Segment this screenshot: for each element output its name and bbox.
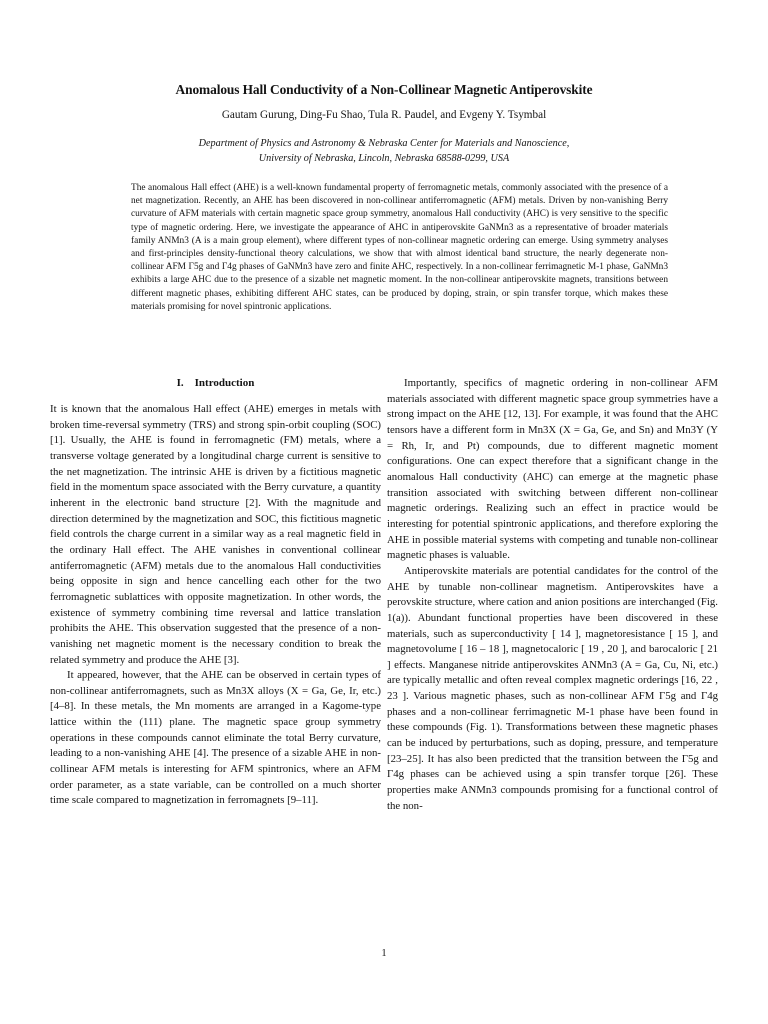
- author-list: Gautam Gurung, Ding-Fu Shao, Tula R. Paudel, and Evgeny Y. Tsymbal: [221, 109, 547, 121]
- paragraph: It is known that the anomalous Hall effect (AHE) emerges in metals with broken time-reversal symmetry (TRS) and strong spin-orbit coupling (SOC) [1]. Usually, the AHE is found in ferromagnetic (FM) metals, where a transverse voltage generated by a longitudinal charge current is sensitive to the net magnetization. The intrinsic AHE is driven by a fictitious magnetic field in the momentum space associated with the Berry curvature, a quantity inherent in the electronic band structure [2]. With the magnitude and direction determined by the magnetization and SOC, this fictitious magnetic field controls the charge current in a similar way as a real magnetic field in the ordinary Hall effect. The AHE vanishes in conventional collinear antiferromagnetic (AFM) metals due to the anomalous Hall conductivities being opposite in sign and hence cancelling each other for the two ferromagnetic sublattices with opposite magnetization. In other words, the existence of symmetry combining time reversal and lattice translation prohibits the AHE. This observation suggested that the presence of a non-vanishing net magnetic moment is the necessary condition to break the related symmetry and produce the AHE [3].: [50, 403, 381, 666]
- paragraph: Antiperovskite materials are potential candidates for the control of the AHE by tunable non-collinear magnetism. Antiperovskites have a perovskite structure, where cation and anion positions are interchanged (Fig. 1(a)). Abundant functional properties have been discovered in these materials, such as superconductivity [ 14 ], magnetoresistance [ 15 ], and magnetovolume [ 16 – 18 ], magnetocaloric [ 19 , 20 ], and barocaloric [ 21 ] effects. Manganese nitride antiperovskites ANMn3 (A = Ga, Cu, Ni, etc.) are typically metallic and often reveal complex magnetic orderings [16, 22 , 23 ]. Various magnetic phases, such as non-collinear AFM Γ5g and Γ4g phases and a non-collinear ferrimagnetic M-1 phase have been found in these compounds (Fig. 1). Transformations between these magnetic phases can be induced by perturbations, such as doping, pressure, and temperature [23–25]. It has also been predicted that the transition between the Γ5g and Γ4g phases can be achieved using a spin transfer torque [26]. These properties make ANMn3 compounds promising for a functional control of the non-: [387, 564, 718, 812]
- page-number: 1: [381, 948, 387, 959]
- left-column: [50, 376, 381, 809]
- affiliation-line: University of Nebraska, Lincoln, Nebraska 68588-0299, USA: [258, 153, 510, 164]
- paragraph: It appeared, however, that the AHE can be observed in certain types of non-collinear antiferromagnets, such as Mn3X alloys (X = Ga, Ge, Ir, etc.) [4–8]. In these metals, the Mn moments are arranged in a Kagome-type lattice within the (111) plane. The magnetic space group symmetry operations in these compounds cannot eliminate the total Berry curvature, leading to a non-vanishing AHE [4]. The presence of a sizable AHE in non-collinear AFM metals is interesting for AFM spintronics, where an AFM order parameter, as a state variable, can be controlled on a much shorter time scale compared to magnetization in ferromagnets [9–11].: [50, 669, 381, 807]
- abstract: The anomalous Hall effect (AHE) is a well-known fundamental property of ferromagnetic metals, commonly associated with the presence of a net magnetization. Recently, an AHE has been discovered in non-collinear antiferromagnetic (AFM) metals. Driven by non-vanishing Berry curvature of AFM materials with certain magnetic space group symmetry, anomalous Hall conductivity (AHC) is very sensitive to the specific type of magnetic ordering. Here, we investigate the appearance of AHC in antiperovskite GaNMn3 as a representative of broader materials family ANMn3 (A is a main group element), where different types of non-collinear magnetic ordering can emerge. Using symmetry analyses and first-principles density-functional theory calculations, we show that with almost identical band structure, the nearly degenerate non-collinear AFM Γ5g and Γ4g phases of GaNMn3 have zero and finite AHC, respectively. In a non-collinear ferrimagnetic M-1 phase, GaNMn3 exhibits a large AHC due to the presence of a sizable net magnetic moment. In the non-collinear antiperovskite magnets, transitions between different magnetic phases, exhibiting different AHC states, can be produced by doping, strain, or spin transfer torque, which makes these materials promising for novel spintronic applications.: [131, 183, 668, 312]
- paper-title: Anomalous Hall Conductivity of a Non-Collinear Magnetic Antiperovskite: [175, 82, 593, 97]
- affiliation-line: Department of Physics and Astronomy & Nebraska Center for Materials and Nanoscience,: [198, 138, 570, 149]
- paragraph: Importantly, specifics of magnetic ordering in non-collinear AFM materials associated with different magnetic space group symmetries have a strong impact on the AHE [12, 13]. For example, it was found that the AHC tensors have a different form in Mn3X (X = Ga, Ge, and Sn) and Mn3Y (Y = Rh, Ir, and Pt) compounds, due to different magnetic moment configurations. One can expect therefore that a significant change in the anomalous Hall conductivity (AHC) can emerge at the magnetic phase transition associated with switching between different non-collinear magnetic orderings. Realizing such an effect in practice would be interesting for potential spintronic applications, and therefore exploring the AHE in possible material systems with competing and tunable non-collinear magnetic phases is valuable.: [387, 377, 718, 562]
- section-heading: I. Introduction: [176, 377, 255, 389]
- affiliation: [0, 136, 768, 166]
- right-column: [387, 376, 718, 814]
